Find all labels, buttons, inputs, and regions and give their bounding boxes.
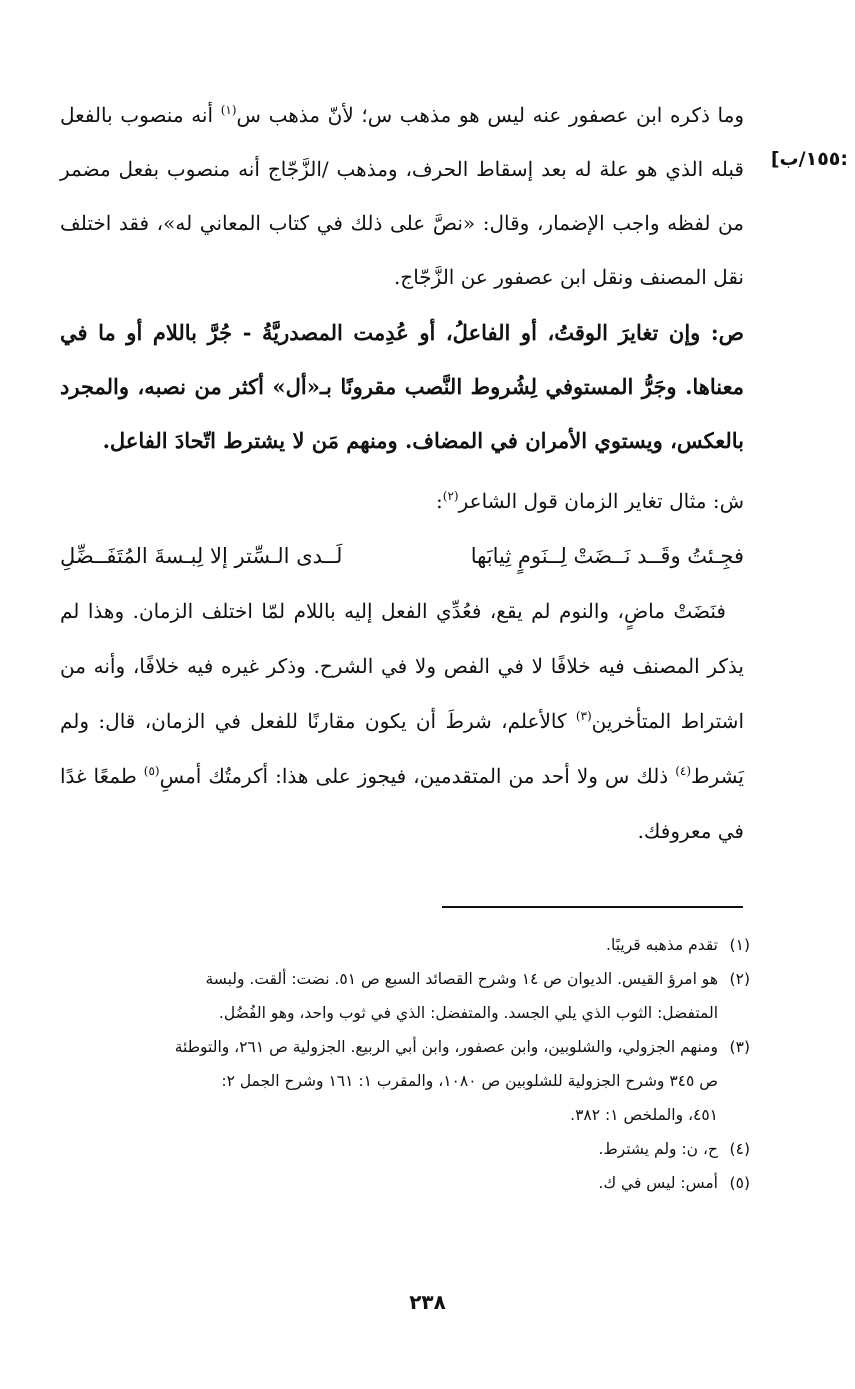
sad-paragraph: ص: وإن تغايرَ الوقتُ، أو الفاعلُ، أو عُدِمت المصدريَّةُ - جُرَّ باللام أو ما في معناها. وجَرُّ المستوفي لِشُروط النَّصب مقرونًا بـ«أل» أكثر من نصبه، والمجرد بالعكس، ويستوي الأمران في المضاف. ومنهم مَن لا يشترط اتّحادَ الفاعل. — [60, 320, 744, 453]
footnote-ref-3[interactable]: (٣) — [575, 709, 592, 723]
footnote-number: (٥) — [729, 1174, 750, 1192]
footnote-text: تقدم مذهبه قريبًا. — [606, 936, 718, 954]
footnote-number: (١) — [729, 936, 750, 954]
footnotes — [60, 928, 750, 1200]
footnote-text: هو امرؤ القيس. الديوان ص ١٤ وشرح القصائد السبع ص ٥١. نضت: ألقت. ولبسة — [205, 970, 718, 988]
footnote-text: ص ٣٤٥ وشرح الجزولية للشلوبين ص ١٠٨٠، والمقرب ١: ١٦١ وشرح الجمل ٢: — [221, 1072, 718, 1090]
footnote-4 — [60, 1132, 750, 1166]
margin-note: :١٥٥/ب] — [770, 148, 848, 170]
footnote-ref-1[interactable]: (١) — [220, 103, 237, 117]
paragraph-3-part1: فنَضَتْ ماضٍ، والنوم لم يقع، فعُدِّي الفعل إليه باللام لمّا اختلف الزمان. وهذا لم يذكر المصنف فيه خلافًا لا في الفص ولا في الشرح. وذكر غيره فيه خلافًا، وأنه من اشتراط المتأخرين — [60, 599, 745, 733]
footnote-3 — [60, 1030, 750, 1132]
paragraph-3 — [60, 584, 744, 859]
paragraph-1-part2: أنه منصوب بالفعل قبله الذي هو علة له بعد إسقاط الحرف، ومذهب /الزَّجّاج أنه منصوب بفعل مضمر من لفظه واجب الإضمار، وقال: «نصَّ على ذلك في كتاب المعاني له»، فقد اختلف نقل المصنف ونقل ابن عصفور عن الزَّجّاج. — [60, 103, 744, 289]
footnote-ref-4[interactable]: (٤) — [675, 764, 692, 778]
footnote-number: (٢) — [729, 970, 750, 988]
footnote-2 — [60, 962, 750, 1030]
paragraph-1 — [60, 88, 744, 304]
footnote-ref-5[interactable]: (٥) — [143, 764, 160, 778]
footnote-separator — [442, 906, 743, 908]
footnote-ref-2[interactable]: (٢) — [442, 489, 459, 503]
main-text — [60, 88, 744, 859]
footnote-text: ٤٥١، والملخص ١: ٣٨٢. — [570, 1106, 718, 1124]
footnote-number: (٣) — [729, 1038, 750, 1056]
footnote-number: (٤) — [729, 1140, 750, 1158]
verse-hemistich-2: لَــدى الـسِّتر إلا لِبـسةَ المُتَفَــضِّلِ — [60, 544, 343, 568]
paragraph-1-part1: وما ذكره ابن عصفور عنه ليس هو مذهب س؛ لأنّ مذهب س — [236, 103, 745, 127]
footnote-text: أمس: ليس في ك. — [598, 1174, 718, 1192]
footnote-1 — [60, 928, 750, 962]
paragraph-3-part4: طمعًا غدًا في معروفك. — [60, 764, 744, 843]
footnote-text: المتفضل: الثوب الذي يلي الجسد. والمتفضل: الذي في ثوب واحد، وهو الفُضُل. — [218, 1004, 718, 1022]
page-number: ٢٣٨ — [409, 1290, 446, 1314]
sheen-paragraph-colon: : — [436, 489, 443, 513]
footnote-text: ح، ن: ولم يشترط. — [598, 1140, 718, 1158]
paragraph-3-part2: كالأعلم، شرطَ أن يكون مقارنًا للفعل في الزمان، قال: ولم يَشرط — [60, 709, 744, 788]
poetry-verse — [60, 528, 744, 584]
sheen-paragraph-text: ش: مثال تغاير الزمان قول الشاعر — [458, 489, 744, 513]
verse-hemistich-1: فجِـئتُ وقَــد نَــضَتْ لِــنَومٍ ثِيابَها — [470, 544, 744, 568]
sheen-paragraph — [60, 474, 744, 528]
paragraph-3-part3: ذلك س ولا أحد من المتقدمين، فيجوز على هذا: أكرمتُك أمسِ — [159, 764, 676, 788]
footnote-5 — [60, 1166, 750, 1200]
footnote-text: ومنهم الجزولي، والشلوبين، وابن عصفور، وابن أبي الربيع. الجزولية ص ٢٦١، والتوطئة — [174, 1038, 718, 1056]
